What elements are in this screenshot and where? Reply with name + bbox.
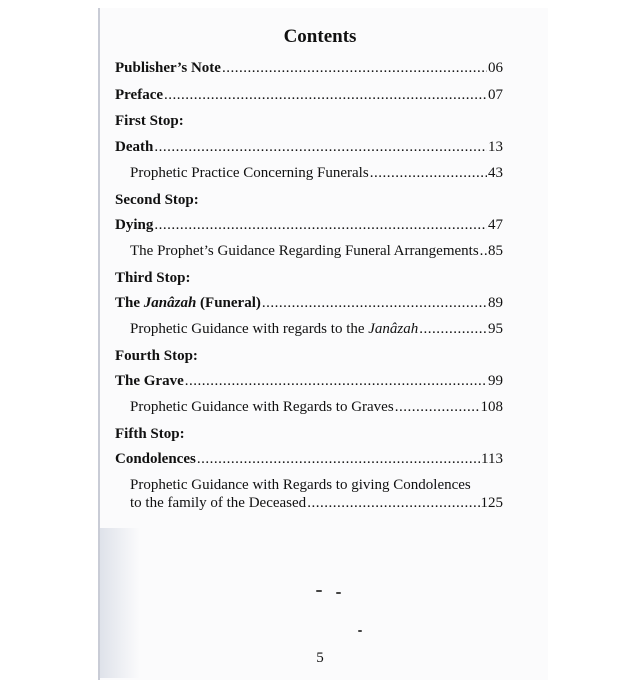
dot-leader (262, 295, 487, 312)
entry-page: 85 (488, 243, 503, 259)
toc-entry-prophetic-condolences[interactable] (130, 495, 503, 512)
section-fifth-stop: Fifth Stop: (115, 426, 185, 442)
section-second-stop: Second Stop: (115, 192, 199, 208)
entry-page: 43 (488, 165, 503, 181)
contents-title: Contents (283, 26, 357, 47)
toc-entry-condolences[interactable] (115, 451, 503, 468)
toc-entry-condolences-line1: Prophetic Guidance with Regards to giving Condolences (130, 477, 471, 493)
entry-label: Prophetic Guidance with Regards to Graves (130, 399, 394, 415)
book-page (98, 8, 548, 680)
toc-entry-prophetic-funerals[interactable] (130, 165, 503, 182)
dot-leader (395, 399, 480, 416)
scan-speck (316, 590, 322, 592)
toc-entry-death[interactable] (115, 139, 503, 156)
entry-page: 06 (488, 60, 503, 76)
scan-speck (358, 630, 362, 632)
dot-leader (307, 495, 479, 512)
section-fourth-stop: Fourth Stop: (115, 348, 198, 364)
entry-page: 07 (488, 87, 503, 103)
dot-leader (154, 139, 487, 156)
entry-label: The Prophet’s Guidance Regarding Funeral Arrangements (130, 243, 479, 259)
entry-page: 89 (488, 295, 503, 311)
section-first-stop: First Stop: (115, 113, 184, 129)
entry-page: 108 (480, 399, 503, 415)
entry-label: Preface (115, 87, 164, 103)
toc-entry-janazah[interactable] (115, 295, 503, 312)
entry-label: The Grave (115, 373, 184, 389)
toc-entry-dying[interactable] (115, 217, 503, 234)
entry-page: 113 (481, 451, 503, 467)
dot-leader (197, 451, 480, 468)
dot-leader (164, 87, 487, 104)
toc-entry-preface[interactable] (115, 87, 503, 104)
entry-label: Death (115, 139, 154, 155)
dot-leader (370, 165, 487, 182)
entry-label: Publisher’s Note (115, 60, 221, 76)
entry-page: 99 (488, 373, 503, 389)
dot-leader (480, 243, 487, 260)
dot-leader (419, 321, 487, 338)
entry-label: Prophetic Practice Concerning Funerals (130, 165, 369, 181)
toc-entry-prophet-guidance[interactable] (130, 243, 503, 260)
dot-leader (185, 373, 487, 390)
entry-label: The Janâzah (Funeral) (115, 295, 261, 311)
scan-speck (336, 592, 341, 594)
entry-label: Prophetic Guidance with regards to the Janâzah (130, 321, 419, 337)
entry-label: Condolences (115, 451, 196, 467)
entry-page: 95 (488, 321, 503, 337)
toc-entry-prophetic-graves[interactable] (130, 399, 503, 416)
toc-entry-publishers-note[interactable] (115, 60, 503, 77)
entry-page: 125 (480, 495, 503, 511)
toc-entry-grave[interactable] (115, 373, 503, 390)
entry-label: to the family of the Deceased (130, 495, 307, 511)
toc-entry-prophetic-janazah[interactable] (130, 321, 503, 338)
section-third-stop: Third Stop: (115, 270, 191, 286)
dot-leader (222, 60, 487, 77)
entry-page: 13 (488, 139, 503, 155)
entry-label: Dying (115, 217, 154, 233)
page-number: 5 (316, 650, 324, 666)
entry-page: 47 (488, 217, 503, 233)
dot-leader (154, 217, 487, 234)
